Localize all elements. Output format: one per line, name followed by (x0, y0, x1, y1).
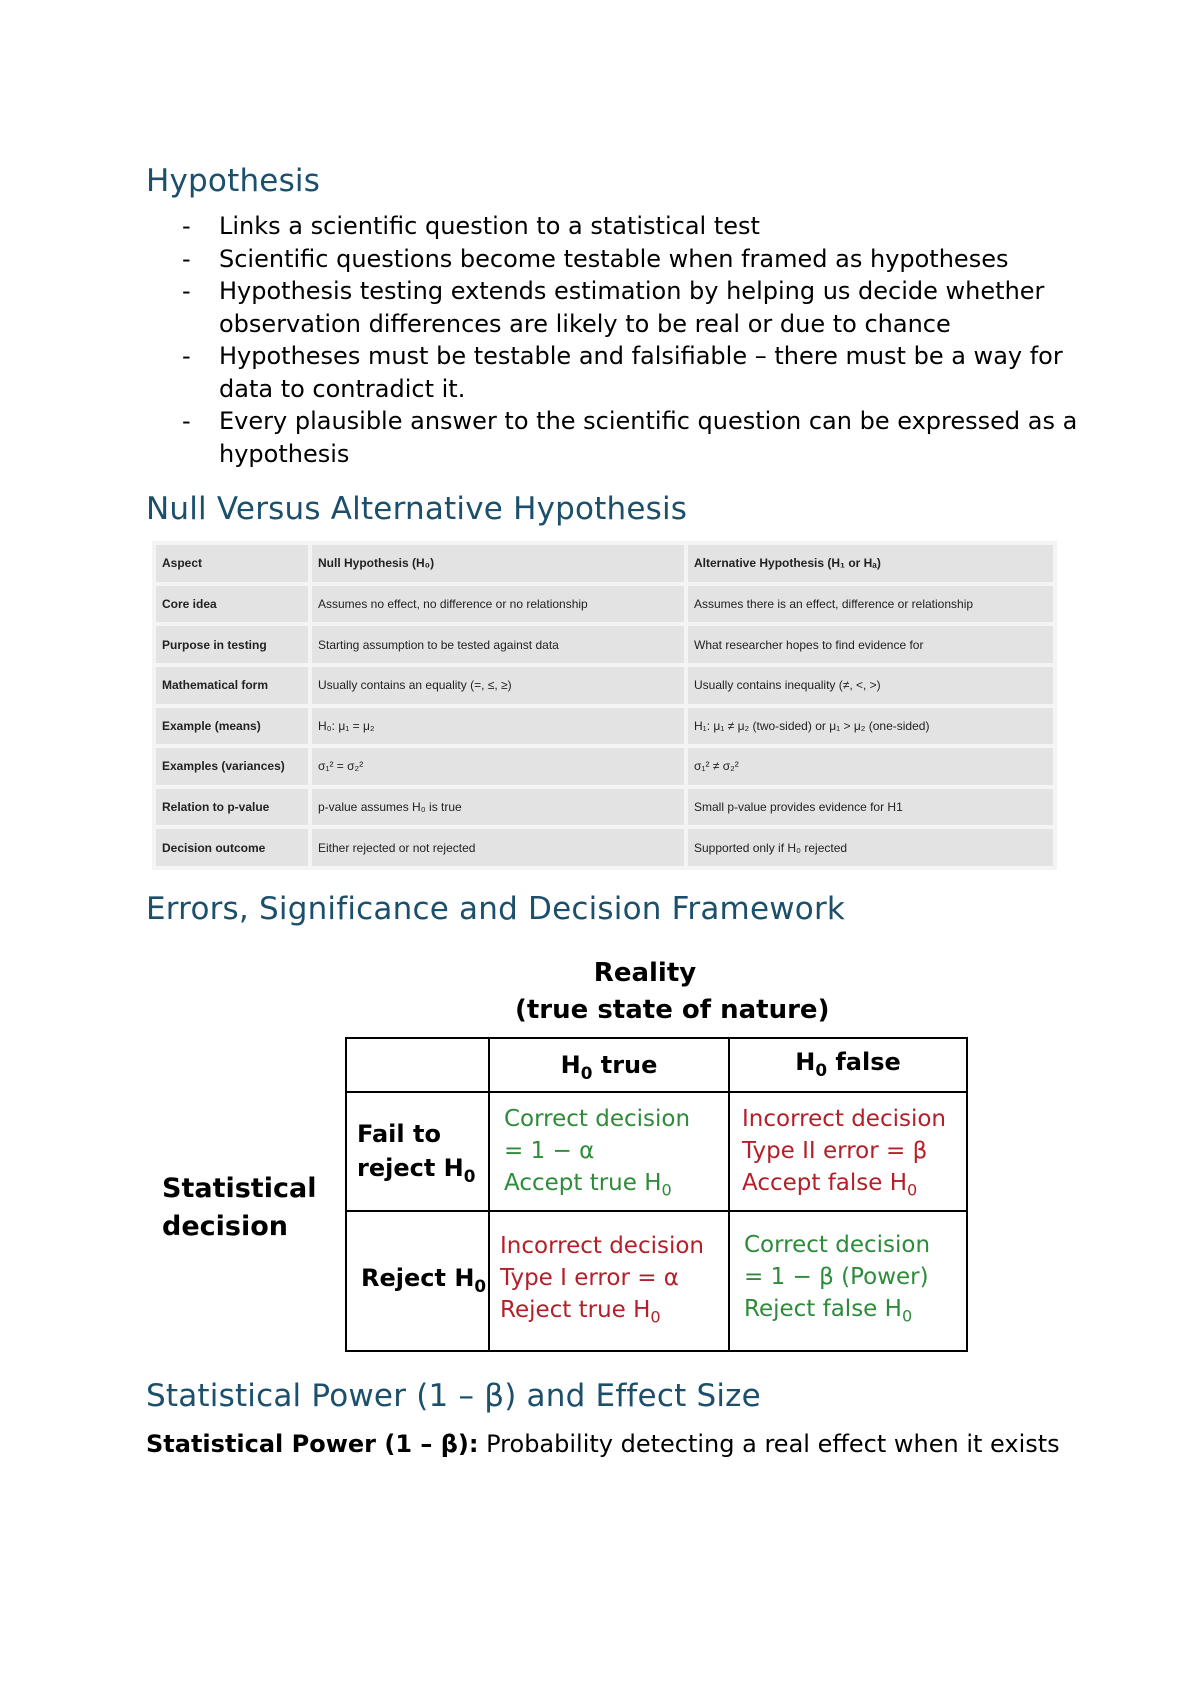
table-cell: Usually contains inequality (≠, <, >) (688, 667, 1053, 704)
table-cell: Mathematical form (156, 667, 308, 704)
table-cell: Decision outcome (156, 829, 308, 866)
statistical-decision-label: Statistical decision (162, 1173, 317, 1242)
table-header-row (156, 545, 1053, 582)
cell-correct-decision-power: Correct decision = 1 − β (Power) Reject false $H_0$ (744, 1232, 931, 1326)
table-row (156, 748, 1053, 785)
section-title-errors-framework: Errors, Significance and Decision Framework (146, 891, 846, 927)
table-cell: Assumes no effect, no difference or no relationship (312, 586, 684, 623)
power-definition (146, 1428, 1066, 1460)
grid-line (347, 1210, 966, 1212)
table-cell: σ₁² ≠ σ₂² (688, 748, 1053, 785)
grid-line (488, 1039, 490, 1350)
decision-matrix (345, 1037, 968, 1352)
row-header-reject: Reject $H_0$ (361, 1264, 487, 1296)
list-item: - Scientific questions become testable when framed as hypotheses (182, 244, 1009, 273)
list-item: - Hypothesis testing extends estimation by helping us decide whether observation differences are likely to be real or due to chance (182, 277, 1045, 338)
table-cell: Examples (variances) (156, 748, 308, 785)
table-header: Aspect (156, 545, 308, 582)
table-cell: Either rejected or not rejected (312, 829, 684, 866)
power-definition-text: Probability detecting a real effect when it exists (478, 1430, 1060, 1458)
table-cell: Purpose in testing (156, 626, 308, 663)
column-header-h0-false: $H_0$ false (795, 1048, 901, 1080)
table-cell: Core idea (156, 586, 308, 623)
table-row (156, 626, 1053, 663)
row-header-fail-to-reject: Fail to reject $H_0$ (357, 1120, 476, 1186)
cell-correct-decision-accept-true: Correct decision = 1 − α Accept true $H_0$ (504, 1106, 691, 1200)
section-title-power-effect-size: Statistical Power (1 – β) and Effect Size (146, 1378, 761, 1414)
table-cell: p-value assumes H₀ is true (312, 789, 684, 826)
table-header: Null Hypothesis (H₀) (312, 545, 684, 582)
cell-type-i-error: Incorrect decision Type I error = α Reject true $H_0$ (500, 1233, 705, 1327)
section-title-hypothesis: Hypothesis (146, 163, 321, 199)
table-cell: Starting assumption to be tested against data (312, 626, 684, 663)
power-term: Statistical Power (1 – β): (146, 1430, 479, 1458)
table-cell: Assumes there is an effect, difference or relationship (688, 586, 1053, 623)
table-cell: Relation to p-value (156, 789, 308, 826)
table-cell: H₀: μ₁ = μ₂ (312, 708, 684, 745)
table-cell: σ₁² = σ₂² (312, 748, 684, 785)
column-header-h0-true: $H_0$ true (560, 1051, 658, 1083)
table-cell: Supported only if H₀ rejected (688, 829, 1053, 866)
list-item: - Every plausible answer to the scientific question can be expressed as a hypothesis (182, 407, 1078, 468)
comparison-table-image (152, 541, 1057, 870)
section-title-null-vs-alternative: Null Versus Alternative Hypothesis (146, 491, 688, 527)
table-cell: What researcher hopes to find evidence for (688, 626, 1053, 663)
comparison-table (152, 541, 1057, 870)
decision-framework-figure (150, 955, 980, 1355)
grid-line (728, 1039, 730, 1350)
list-item: - Hypotheses must be testable and falsifiable – there must be a way for data to contradict it. (182, 342, 1063, 403)
table-row (156, 789, 1053, 826)
table-cell: Example (means) (156, 708, 308, 745)
table-cell: Usually contains an equality (=, ≤, ≥) (312, 667, 684, 704)
grid-line (347, 1091, 966, 1093)
table-row (156, 829, 1053, 866)
table-row (156, 667, 1053, 704)
table-row (156, 708, 1053, 745)
table-row (156, 586, 1053, 623)
reality-heading: Reality (true state of nature) (515, 958, 830, 1025)
hypothesis-bullet-list (146, 210, 1086, 470)
cell-type-ii-error: Incorrect decision Type II error = β Accept false $H_0$ (742, 1106, 947, 1200)
table-header: Alternative Hypothesis (H₁ or Hₐ) (688, 545, 1053, 582)
table-cell: Small p-value provides evidence for H1 (688, 789, 1053, 826)
table-cell: H₁: μ₁ ≠ μ₂ (two-sided) or μ₁ > μ₂ (one-sided) (688, 708, 1053, 745)
list-item: - Links a scientific question to a statistical test (182, 212, 760, 240)
